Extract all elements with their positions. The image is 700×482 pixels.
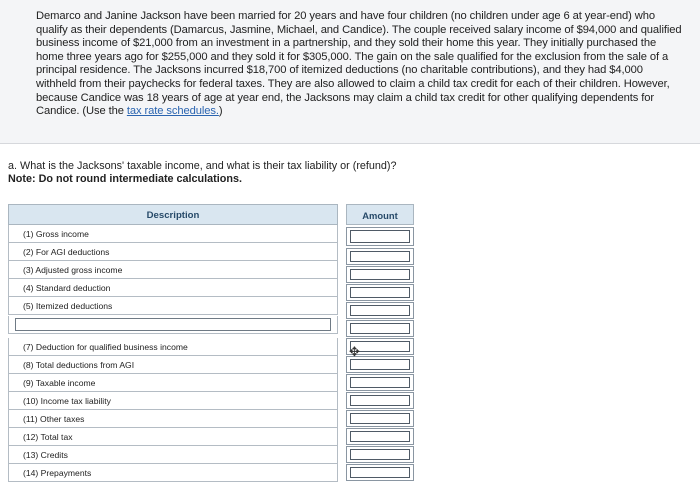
description-row <box>8 446 338 464</box>
description-row <box>8 464 338 482</box>
amount-input[interactable] <box>346 284 414 301</box>
amount-input-field[interactable] <box>350 287 410 298</box>
amount-input[interactable] <box>346 302 414 319</box>
amount-input[interactable] <box>346 266 414 283</box>
description-row <box>8 392 338 410</box>
description-label: (9) Taxable income <box>23 377 96 388</box>
question-block <box>8 160 397 186</box>
amount-input-field[interactable] <box>350 377 410 388</box>
amount-input[interactable] <box>346 392 414 409</box>
amount-input-field[interactable] <box>350 413 410 424</box>
description-label: (1) Gross income <box>23 229 89 239</box>
amount-input-field[interactable] <box>350 449 410 460</box>
description-input-row[interactable] <box>8 316 338 334</box>
problem-statement <box>0 0 700 144</box>
description-row <box>8 428 338 446</box>
amount-input-field[interactable] <box>350 395 410 406</box>
amount-input-field[interactable] <box>350 323 410 334</box>
description-label: (5) Itemized deductions <box>23 301 113 312</box>
problem-tail: ) <box>218 105 223 118</box>
tax-rate-schedules-link[interactable]: tax rate schedules. <box>126 105 219 118</box>
question-text: a. What is the Jacksons' taxable income, and what is their tax liability or (refund)? <box>8 160 397 172</box>
amount-input-field[interactable] <box>350 230 410 243</box>
description-input[interactable] <box>15 318 331 331</box>
description-label: (12) Total tax <box>23 432 73 442</box>
description-label: (11) Other taxes <box>23 413 85 424</box>
description-row <box>8 279 338 297</box>
description-row <box>8 356 338 374</box>
description-label: (4) Standard deduction <box>23 283 111 294</box>
amount-input[interactable] <box>346 464 414 481</box>
description-label: (3) Adjusted gross income <box>23 265 123 276</box>
description-label: (7) Deduction for qualified business income <box>23 341 188 352</box>
description-label: (2) For AGI deductions <box>23 247 110 258</box>
description-row <box>8 297 338 315</box>
amount-input-field[interactable] <box>350 467 410 478</box>
move-cursor-icon: ✥ <box>349 344 360 359</box>
description-row <box>8 338 338 356</box>
problem-body: Demarco and Janine Jackson have been married for 20 years and have four children (no children under age 6 at year-end) who qualify as their dependents (Damarcus, Jasmine, Michael, and Candice). The couple received salary income of $94,000 and qualified business income of $21,000 from an investment in a partnership, and they sold their home this year. They initially purchased the home three years ago for $255,000 and they sold it for $305,000. The gain on the sale qualified for the exclusion from the sale of a principal residence. The Jacksons incurred $18,700 of itemized deductions (no charitable contributions), and they had $4,000 withheld from their paychecks for federal taxes. They are also allowed to claim a child tax credit for each of their children. However, because Candice was 18 years of age at year end, the Jacksons may claim a child tax credit for other qualifying dependents for Candice. (Use the <box>36 10 682 118</box>
amount-input[interactable] <box>346 428 414 445</box>
problem-text <box>36 10 682 119</box>
description-row <box>8 410 338 428</box>
description-label: (14) Prepayments <box>23 468 92 479</box>
amount-input-field[interactable] <box>350 251 410 262</box>
description-label: (13) Credits <box>23 450 68 461</box>
rounding-note: Note: Do not round intermediate calculations. <box>8 173 242 185</box>
description-row <box>8 374 338 392</box>
amount-header: Amount <box>346 204 414 225</box>
amount-input-field[interactable] <box>350 305 410 316</box>
amount-input[interactable] <box>346 446 414 463</box>
description-row <box>8 243 338 261</box>
amount-input[interactable] <box>346 410 414 427</box>
description-label: (10) Income tax liability <box>23 395 111 406</box>
description-header: Description <box>8 204 338 225</box>
amount-input[interactable] <box>346 248 414 265</box>
description-row <box>8 261 338 279</box>
amount-input-field[interactable] <box>350 359 410 370</box>
amount-input[interactable] <box>346 374 414 391</box>
amount-input-field[interactable] <box>350 431 410 442</box>
description-label: (8) Total deductions from AGI <box>23 359 135 370</box>
amount-input-field[interactable] <box>350 269 410 280</box>
description-row <box>8 225 338 243</box>
amount-input[interactable] <box>346 320 414 337</box>
amount-input[interactable] <box>346 227 414 246</box>
